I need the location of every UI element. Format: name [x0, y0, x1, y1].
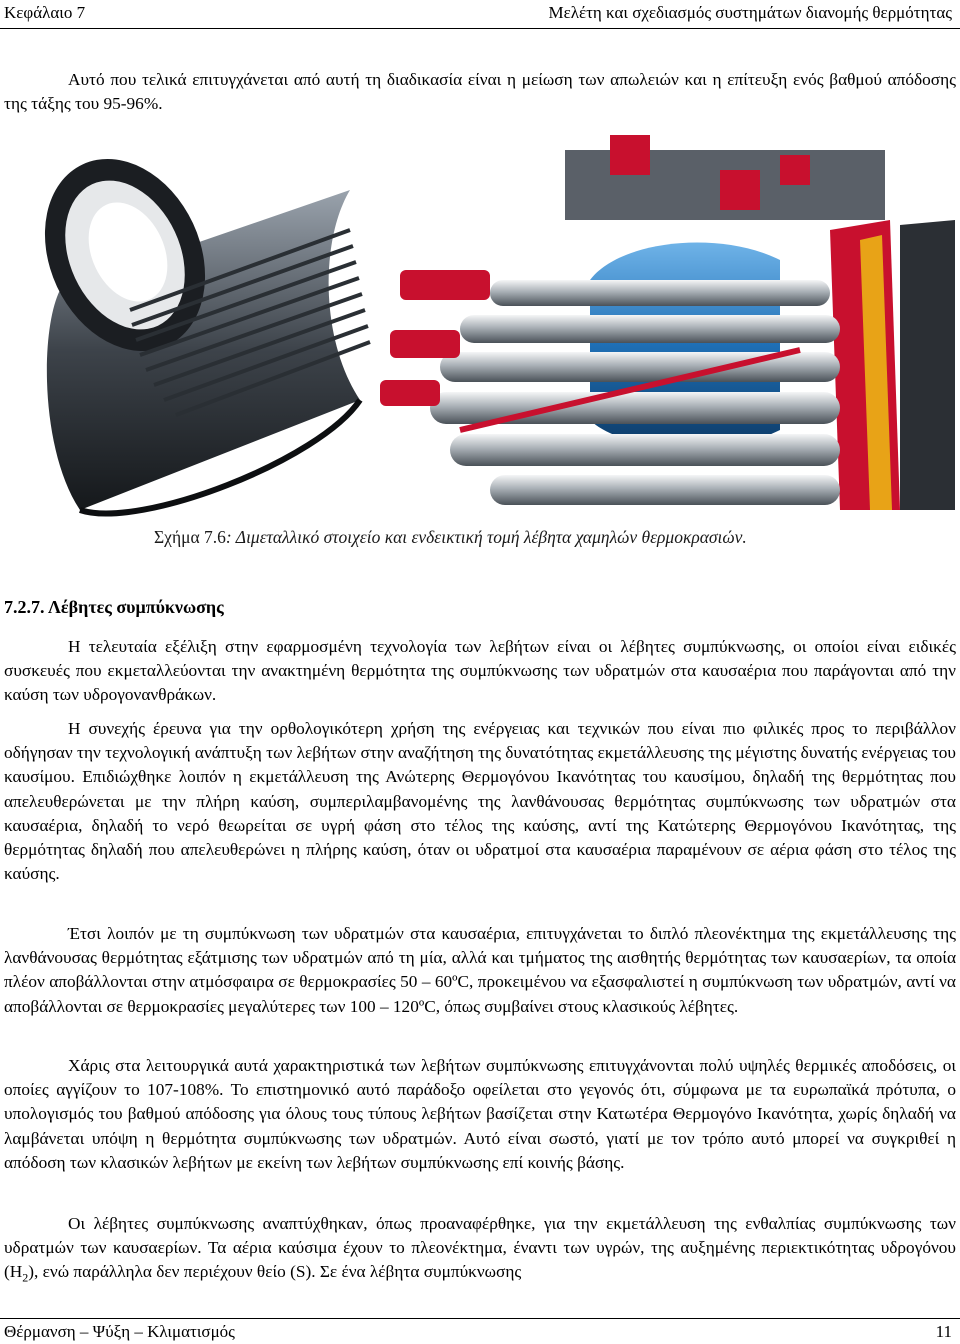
figure-caption [154, 527, 747, 548]
page-footer [0, 1318, 960, 1344]
figure-caption-text: : Διμεταλλικό στοιχείο και ενδεικτική τομή λέβητα χαμηλών θερμοκρασιών. [225, 527, 747, 547]
paragraph-4: Χάρις στα λειτουργικά αυτά χαρακτηριστικά των λεβήτων συμπύκνωσης επιτυγχάνονται πολύ υψηλές θερμικές αποδόσεις, οι οποίες αγγίζουν το 107-108%. Το επιστημονικό αυτό παράδοξο οφείλεται στο γεγονός ότι, σύμφωνα με τα ευρωπαϊκά πρότυπα, ο υπολογισμός του βαθμού απόδοσης για όλους τους τύπους λεβήτων βασίζεται στην Κατωτέρα Θερμογόνο Ικανότητα, χωρίς δηλαδή να λαμβάνεται υπόψη η θερμότητα συμπύκνωσης των υδρατμών. Αυτό είναι σωστό, γιατί με τον τρόπο αυτό μπορεί να συγκριθεί η απόδοση των κλασικών λεβήτων με εκείνη των λεβήτων συμπύκνωσης επί κοινής βάσης. [4, 1056, 956, 1172]
section-heading [4, 597, 224, 618]
paragraph-2: Η συνεχής έρευνα για την ορθολογικότερη χρήση της ενέργειας και τεχνικών που είναι πιο φιλικές προς το περιβάλλον οδήγησαν την τεχνολογική ανάπτυξη των λεβήτων στην αναζήτηση της δυνατότητας εκμετάλλευσης της μέγιστης δυνατής ενέργειας του καυσίμου. Επιδιώχθηκε λοιπόν η εκμετάλλευση της Ανώτερης Θερμογόνου Ικανότητας του καυσίμου, δηλαδή της θερμότητας που απελευθερώνεται με την πλήρη καύση, συμπεριλαμβανομένης της λανθάνουσας θερμότητας συμπύκνωσης των υδρατμών στα καυσαέρια, δηλαδή το νερό θεωρείται σε υγρή φάση στο τέλος της καύσης, αντί της Κατώτερης Θερμογόνου Ικανότητας, της θερμότητας δηλαδή που απελευθερώνει η πλήρης καύση, όταν οι υδρατμοί στα καυσαέρια παραμένουν σε αέρια φάση στο τέλος της καύσης. [4, 719, 956, 884]
section-number: 7.2.7. [4, 597, 45, 617]
footer-subject: Θέρμανση – Ψύξη – Κλιματισμός [4, 1322, 235, 1341]
figure-label: Σχήμα 7.6 [154, 527, 226, 547]
chapter-title: Μελέτη και σχεδιασμός συστημάτων διανομής θερμότητας [548, 3, 952, 22]
paragraph-5 [4, 1212, 956, 1290]
section-title: Λέβητες συμπύκνωσης [48, 597, 224, 617]
page-header [0, 0, 960, 29]
paragraph-5-part-b: ), ενώ παράλληλα δεν περιέχουν θείο (S). Σε ένα λέβητα συμπύκνωσης [28, 1262, 522, 1282]
hydrogen-subscript: 2 [22, 1270, 29, 1285]
paragraph-1: Η τελευταία εξέλιξη στην εφαρμοσμένη τεχνολογία των λεβήτων είναι οι λέβητες συμπύκνωσης, οι οποίοι είναι ειδικές συσκευές που εκμεταλλεύονται την ανακτημένη θερμότητα της συμπύκνωσης των υδρατμών στα καυσαέρια που παράγονται από την καύση των υδρογονανθράκων. [4, 637, 956, 705]
paragraph-3: Έτσι λοιπόν με τη συμπύκνωση των υδρατμών στα καυσαέρια, επιτυγχάνεται το διπλό πλεονέκτημα της εκμετάλλευσης της λανθάνουσας θερμότητας εξάτμισης των υδρατμών από τη μία, αλλά και τμήματος της αισθητής θερμότητας των καυσαερίων, τα οποία πλέον αποβάλλονται στην ατμόσφαιρα σε θερμοκρασίες 50 – 60ºC, προκειμένου να εξασφαλιστεί η συμπύκνωση των υδρατμών, αντί να αποβάλλονται σε θερμοκρασίες μεγαλύτερες των 100 – 120ºC, όπως συμβαίνει στους κλασικούς λέβητες. [4, 924, 956, 1016]
paragraph-5-part-a: Οι λέβητες συμπύκνωσης αναπτύχθηκαν, όπως προαναφέρθηκε, για την εκμετάλλευση της ενθαλπίας συμπύκνωσης των υδρατμών των καυσαερίων. Τα αέρια καύσιμα έχουν το πλεονέκτημα, έναντι των υγρών, της αυξημένης περιεκτικότητας υδρογόνου (H [4, 1214, 956, 1282]
bimetallic-element-illustration [20, 133, 370, 514]
chapter-label: Κεφάλαιο 7 [4, 3, 86, 22]
intro-paragraph: Αυτό που τελικά επιτυγχάνεται από αυτή τη διαδικασία είναι η μείωση των απωλειών και η επίτευξη ενός βαθμού απόδοσης της τάξης του 95-96%. [4, 70, 956, 114]
boiler-figure [20, 130, 960, 520]
boiler-section-illustration [380, 135, 955, 510]
page-number: 11 [935, 1322, 952, 1341]
